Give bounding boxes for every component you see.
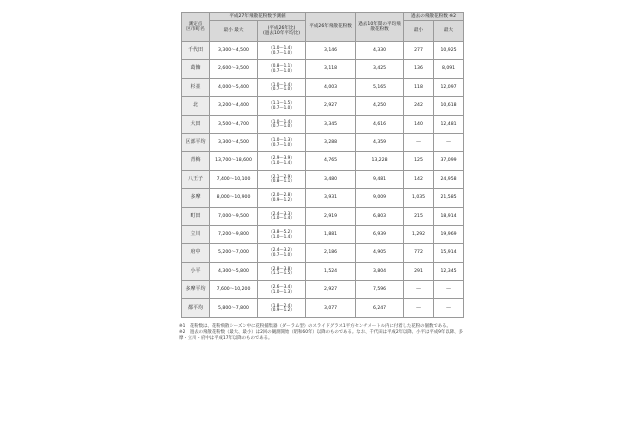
ratio-vs-avg10: （0.7～1.0） xyxy=(268,251,295,257)
header-ratio: (平成26年比) (過去10年平均比) xyxy=(258,21,306,42)
ratio-vs-h26: （1.0～1.4） xyxy=(268,81,295,87)
header-area: 測定点 区市町名 xyxy=(182,13,210,42)
ratio-vs-avg10: （0.8～1.1） xyxy=(268,178,295,184)
ratio-vs-h26: （2.9～3.9） xyxy=(268,155,295,161)
h26-cell: 2,919 xyxy=(306,207,356,225)
range-cell: 7,200～9,800 xyxy=(210,225,258,243)
table-row xyxy=(182,244,464,262)
area-cell: 八王子 xyxy=(182,170,210,188)
past-min-cell: 291 xyxy=(404,262,434,280)
past-max-cell: 12,097 xyxy=(434,78,464,96)
ratio-cell xyxy=(258,97,306,115)
h26-cell: 2,927 xyxy=(306,97,356,115)
h26-cell: 4,765 xyxy=(306,152,356,170)
past-min-cell: 125 xyxy=(404,152,434,170)
avg10-cell: 3,804 xyxy=(356,262,404,280)
past-min-cell: ― xyxy=(404,299,434,317)
h26-cell: 2,927 xyxy=(306,281,356,299)
ratio-cell xyxy=(258,115,306,133)
ratio-cell xyxy=(258,207,306,225)
area-cell: 府中 xyxy=(182,244,210,262)
footnote-1: ※1 花粉数は、花粉飛散シーズン中に花粉捕集器（ダーラム型）のスライドグラス1平方センチメートル内に付着した花粉の個数である。 xyxy=(179,323,451,329)
ratio-cell xyxy=(258,42,306,60)
range-cell: 7,600～10,200 xyxy=(210,281,258,299)
table-row xyxy=(182,60,464,78)
ratio-vs-avg10: （0.7～1.0） xyxy=(268,141,295,147)
avg10-cell: 4,359 xyxy=(356,133,404,151)
ratio-cell xyxy=(258,152,306,170)
range-cell: 7,000～9,500 xyxy=(210,207,258,225)
area-cell: 多摩 xyxy=(182,189,210,207)
past-min-cell: 136 xyxy=(404,60,434,78)
range-cell: 5,200～7,000 xyxy=(210,244,258,262)
table-row xyxy=(182,225,464,243)
area-cell: 葛飾 xyxy=(182,60,210,78)
ratio-cell xyxy=(258,60,306,78)
header-forecast-group: 平成27年飛散花粉数予測値 xyxy=(210,13,306,21)
past-max-cell: 10,925 xyxy=(434,42,464,60)
ratio-vs-h26: （3.8～5.2） xyxy=(268,229,295,234)
range-cell: 4,000～5,400 xyxy=(210,78,258,96)
past-min-cell: 1,292 xyxy=(404,225,434,243)
area-cell: 小平 xyxy=(182,262,210,280)
ratio-vs-h26: （2.6～3.4） xyxy=(268,284,295,290)
table-row xyxy=(182,133,464,151)
past-min-cell: ― xyxy=(404,133,434,151)
range-cell: 7,400～10,100 xyxy=(210,170,258,188)
ratio-vs-h26: （2.1～2.9） xyxy=(268,173,295,179)
table-row xyxy=(182,115,464,133)
past-min-cell: 277 xyxy=(404,42,434,60)
table-row xyxy=(182,207,464,225)
ratio-cell xyxy=(258,225,306,243)
ratio-vs-h26: （1.0～1.4） xyxy=(268,118,295,124)
ratio-cell xyxy=(258,170,306,188)
h26-cell: 4,003 xyxy=(306,78,356,96)
table-row xyxy=(182,152,464,170)
area-cell: 区部平均 xyxy=(182,133,210,151)
ratio-vs-h26: （1.1～1.5） xyxy=(268,100,295,106)
area-cell: 都平均 xyxy=(182,299,210,317)
avg10-cell: 13,228 xyxy=(356,152,404,170)
footnotes xyxy=(179,324,469,342)
range-cell: 8,000～10,900 xyxy=(210,189,258,207)
table-row xyxy=(182,42,464,60)
past-max-cell: 12,345 xyxy=(434,262,464,280)
past-min-cell: 142 xyxy=(404,170,434,188)
past-min-cell: 242 xyxy=(404,97,434,115)
range-cell: 5,800～7,800 xyxy=(210,299,258,317)
avg10-cell: 5,165 xyxy=(356,78,404,96)
past-max-cell: 18,914 xyxy=(434,207,464,225)
ratio-vs-avg10: （0.9～1.2） xyxy=(268,196,295,202)
past-max-cell: 24,958 xyxy=(434,170,464,188)
area-cell: 青梅 xyxy=(182,152,210,170)
table-row xyxy=(182,97,464,115)
h26-cell: 3,931 xyxy=(306,189,356,207)
avg10-cell: 3,425 xyxy=(356,60,404,78)
past-min-cell: ― xyxy=(404,281,434,299)
ratio-vs-h26: （1.0～1.3） xyxy=(268,137,295,143)
past-max-cell: 15,914 xyxy=(434,244,464,262)
header-past-max: 最大 xyxy=(434,21,464,42)
ratio-vs-h26: （2.4～3.2） xyxy=(268,247,295,253)
avg10-cell: 9,481 xyxy=(356,170,404,188)
ratio-cell xyxy=(258,244,306,262)
past-max-cell: 12,481 xyxy=(434,115,464,133)
avg10-cell: 4,250 xyxy=(356,97,404,115)
range-cell: 2,600～3,500 xyxy=(210,60,258,78)
past-max-cell: 19,969 xyxy=(434,225,464,243)
area-cell: 多摩平均 xyxy=(182,281,210,299)
past-max-cell: ― xyxy=(434,299,464,317)
ratio-vs-avg10: （1.1～1.5） xyxy=(268,270,295,276)
table-row xyxy=(182,262,464,280)
range-cell: 4,300～5,800 xyxy=(210,262,258,280)
ratio-vs-avg10: （1.0～1.3） xyxy=(268,288,295,294)
ratio-vs-avg10: （0.7～1.0） xyxy=(268,68,295,74)
past-max-cell: 37,099 xyxy=(434,152,464,170)
ratio-cell xyxy=(258,78,306,96)
h26-cell: 3,345 xyxy=(306,115,356,133)
ratio-vs-h26: （1.8～2.4） xyxy=(268,302,295,308)
ratio-cell xyxy=(258,189,306,207)
area-cell: 千代田 xyxy=(182,42,210,60)
past-max-cell: 10,618 xyxy=(434,97,464,115)
avg10-cell: 4,330 xyxy=(356,42,404,60)
area-cell: 立川 xyxy=(182,225,210,243)
footnote-2: ※2 過去の飛散花粉数（最大、最小）は2回の観測開始（昭和60年）以降のものである。なお、千代田は平成2年以降、小平は平成9年以降、多摩・立川・府中は平成17年以降のものである。 xyxy=(179,329,463,341)
table-row xyxy=(182,299,464,317)
h26-cell: 1,881 xyxy=(306,225,356,243)
ratio-vs-avg10: （0.9～1.2） xyxy=(268,307,295,313)
ratio-vs-avg10: （1.0～1.4） xyxy=(268,233,295,239)
h26-cell: 3,118 xyxy=(306,60,356,78)
ratio-cell xyxy=(258,133,306,151)
table-row xyxy=(182,78,464,96)
past-max-cell: ― xyxy=(434,133,464,151)
ratio-vs-avg10: （1.0～1.4） xyxy=(268,160,295,166)
range-cell: 3,300～4,500 xyxy=(210,133,258,151)
range-cell: 13,700～18,600 xyxy=(210,152,258,170)
h26-cell: 3,288 xyxy=(306,133,356,151)
ratio-vs-avg10: （0.7～1.0） xyxy=(268,49,295,55)
area-cell: 町田 xyxy=(182,207,210,225)
area-cell: 北 xyxy=(182,97,210,115)
h26-cell: 3,077 xyxy=(306,299,356,317)
past-max-cell: ― xyxy=(434,281,464,299)
ratio-vs-avg10: （1.0～1.4） xyxy=(268,215,295,221)
pollen-forecast-sheet xyxy=(181,12,463,342)
ratio-vs-h26: （2.0～2.8） xyxy=(268,192,295,198)
h26-cell: 2,186 xyxy=(306,244,356,262)
avg10-cell: 4,905 xyxy=(356,244,404,262)
ratio-vs-avg10: （0.7～1.0） xyxy=(268,86,295,92)
ratio-vs-avg10: （0.7～1.0） xyxy=(268,104,295,110)
ratio-vs-h26: （2.8～3.8） xyxy=(268,265,295,271)
ratio-cell xyxy=(258,281,306,299)
header-h26: 平成26年飛散花粉数 xyxy=(306,13,356,42)
table-row xyxy=(182,281,464,299)
area-cell: 杉並 xyxy=(182,78,210,96)
table-row xyxy=(182,170,464,188)
past-min-cell: 772 xyxy=(404,244,434,262)
h26-cell: 1,524 xyxy=(306,262,356,280)
avg10-cell: 6,803 xyxy=(356,207,404,225)
ratio-vs-h26: （2.4～3.3） xyxy=(268,210,295,216)
header-past-group: 過去の飛散花粉数 ※2 xyxy=(404,13,464,21)
header-min-max: 最小 最大 xyxy=(210,21,258,42)
area-cell: 大田 xyxy=(182,115,210,133)
ratio-cell xyxy=(258,262,306,280)
avg10-cell: 4,616 xyxy=(356,115,404,133)
past-min-cell: 215 xyxy=(404,207,434,225)
past-min-cell: 140 xyxy=(404,115,434,133)
header-past-min: 最小 xyxy=(404,21,434,42)
ratio-vs-h26: （0.8～1.1） xyxy=(268,63,295,69)
range-cell: 3,300～4,500 xyxy=(210,42,258,60)
avg10-cell: 6,939 xyxy=(356,225,404,243)
table-row xyxy=(182,189,464,207)
pollen-forecast-table xyxy=(181,12,464,318)
range-cell: 3,200～4,400 xyxy=(210,97,258,115)
table-body xyxy=(182,42,464,318)
past-min-cell: 1,035 xyxy=(404,189,434,207)
avg10-cell: 7,596 xyxy=(356,281,404,299)
range-cell: 3,500～4,700 xyxy=(210,115,258,133)
ratio-vs-h26: （1.0～1.4） xyxy=(268,45,295,51)
avg10-cell: 9,009 xyxy=(356,189,404,207)
past-min-cell: 118 xyxy=(404,78,434,96)
h26-cell: 3,480 xyxy=(306,170,356,188)
past-max-cell: 21,585 xyxy=(434,189,464,207)
ratio-cell xyxy=(258,299,306,317)
past-max-cell: 8,091 xyxy=(434,60,464,78)
ratio-vs-avg10: （0.7～1.0） xyxy=(268,123,295,129)
header-avg10: 過去10年間の平均飛散花粉数 xyxy=(356,13,404,42)
h26-cell: 3,146 xyxy=(306,42,356,60)
avg10-cell: 6,247 xyxy=(356,299,404,317)
